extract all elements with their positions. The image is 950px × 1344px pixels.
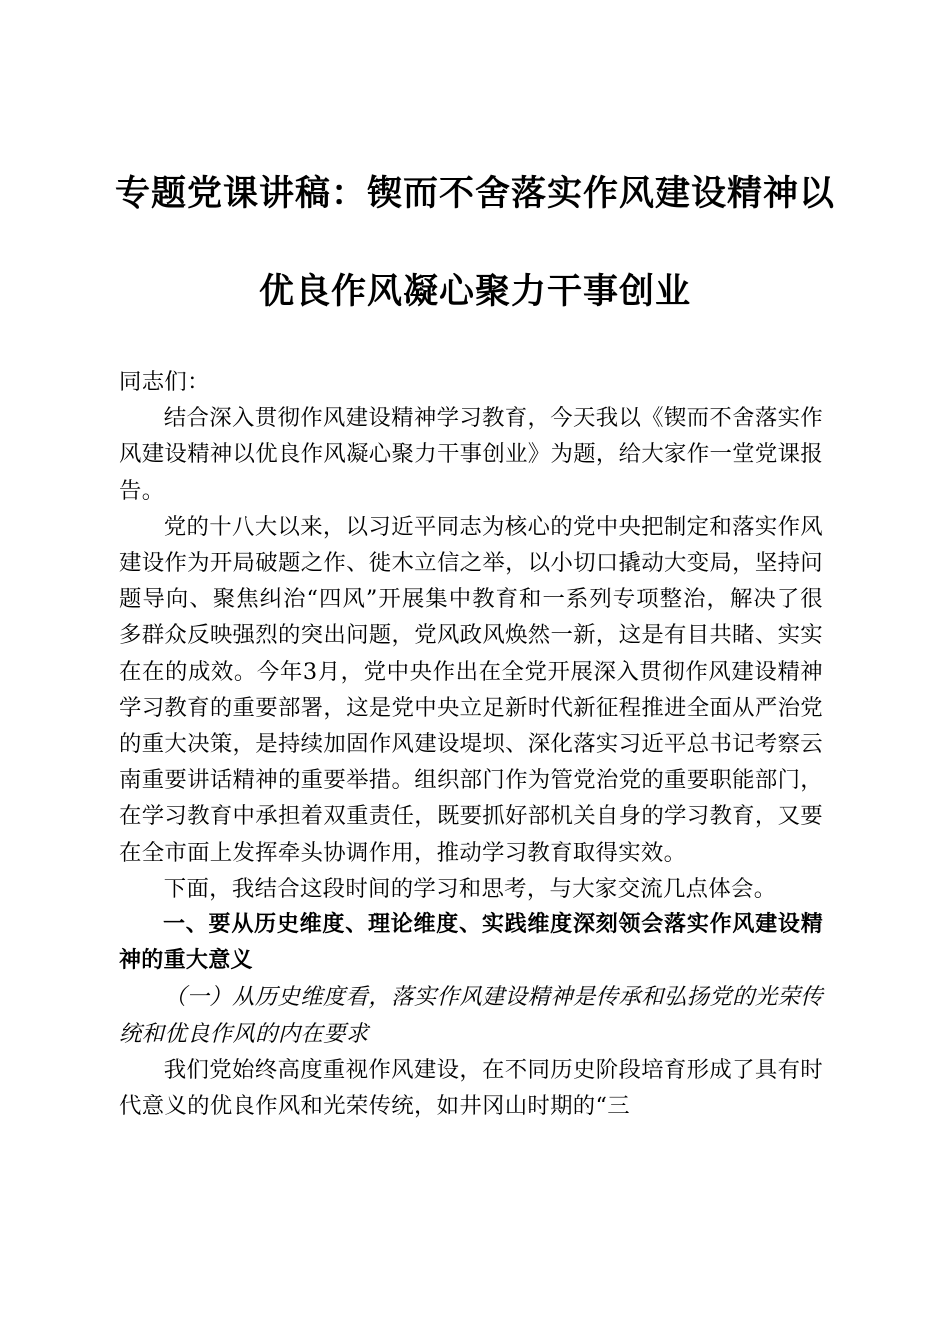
greeting: 同志们：	[119, 369, 210, 395]
document-title-line-2: 优良作风凝心聚力干事创业	[258, 272, 691, 312]
section-heading-1: 一、要从历史维度、理论维度、实践维度深刻领会落实作风建设精神的重大意义	[119, 912, 823, 974]
paragraph-intro: 结合深入贯彻作风建设精神学习教育，今天我以《锲而不舍落实作风建设精神以优良作风凝心聚力干事创业》为题，给大家作一堂党课报告。	[119, 405, 823, 504]
subsection-heading-1: （一）从历史维度看，落实作风建设精神是传承和弘扬党的光荣传统和优良作风的内在要求	[119, 984, 823, 1047]
document-title-line-1: 专题党课讲稿：锲而不舍落实作风建设精神以	[114, 174, 835, 214]
paragraph-transition: 下面，我结合这段时间的学习和思考，与大家交流几点体会。	[163, 875, 777, 902]
paragraph-history: 我们党始终高度重视作风建设，在不同历史阶段培育形成了具有时代意义的优良作风和光荣传统，如井冈山时期的“三	[119, 1056, 823, 1120]
document-body	[119, 364, 823, 1124]
paragraph-background: 党的十八大以来，以习近平同志为核心的党中央把制定和落实作风建设作为开局破题之作、徙木立信之举，以小切口撬动大变局，坚持问题导向、聚焦纠治“四风”开展集中教育和一系列专项整治，解决了很多群众反映强烈的突出问题，党风政风焕然一新，这是有目共睹、实实在在的成效。今年3月，党中央作出在全党开展深入贯彻作风建设精神学习教育的重要部署，这是党中央立足新时代新征程推进全面从严治党的重大决策，是持续加固作风建设堤坝、深化落实习近平总书记考察云南重要讲话精神的重要举措。组织部门作为管党治党的重要职能部门，在学习教育中承担着双重责任，既要抓好部机关自身的学习教育，又要在全市面上发挥牵头协调作用，推动学习教育取得实效。	[119, 513, 823, 866]
